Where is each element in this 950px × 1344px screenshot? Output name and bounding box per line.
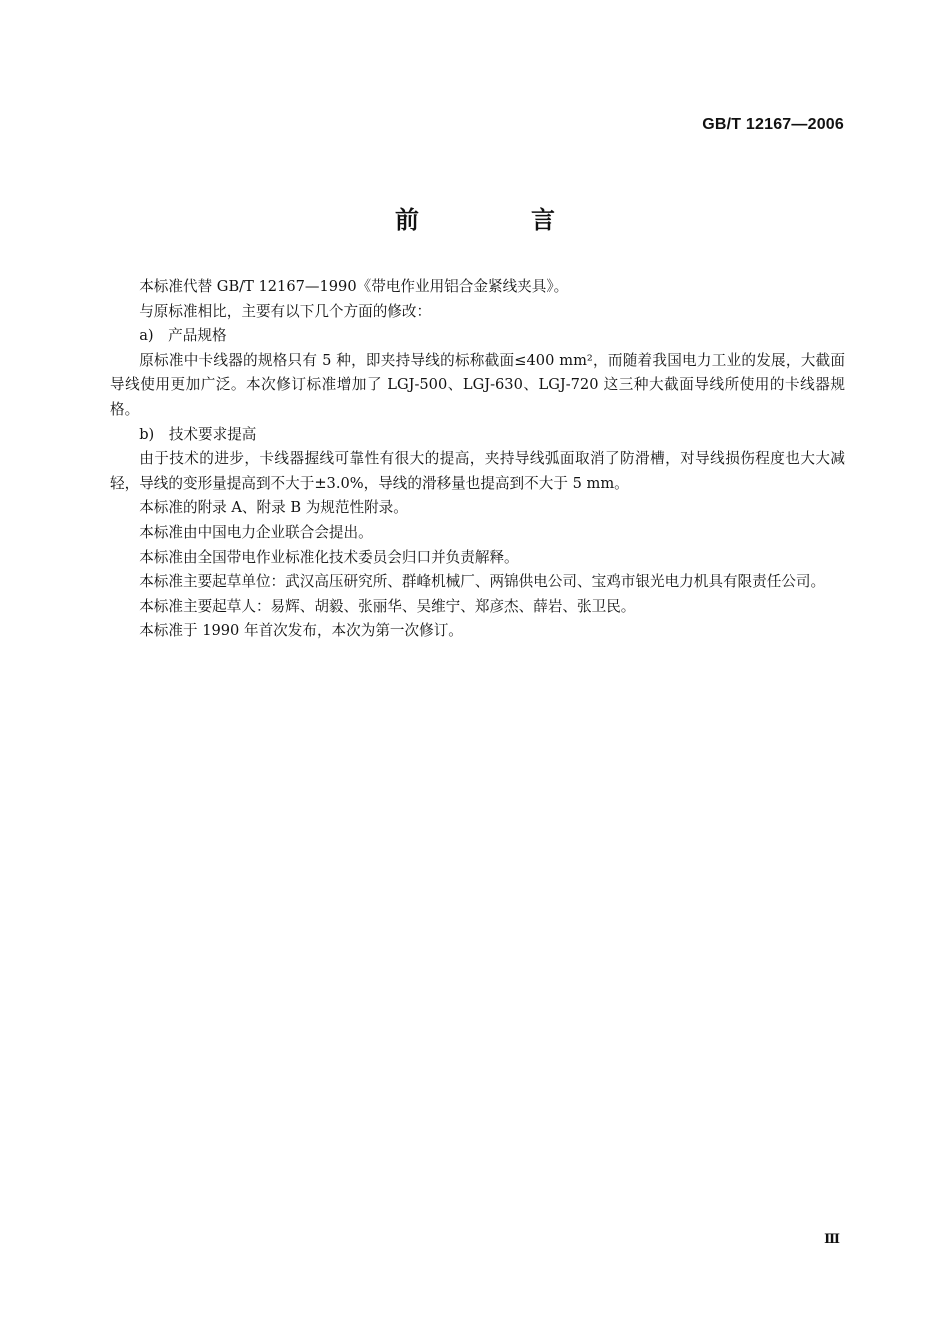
list-item-a-heading: a) 产品规格 <box>139 327 227 345</box>
standard-code-header: GB/T 12167—2006 <box>702 116 844 133</box>
paragraph-drafting-units: 本标准主要起草单位：武汉高压研究所、群峰机械厂、两锦供电公司、宝鸡市银光电力机具有限责任公司。 <box>139 573 826 591</box>
paragraph-technical-requirements: 由于技术的进步，卡线器握线可靠性有很大的提高，夹持导线弧面取消了防滑槽，对导线损伤程度也大大减轻，导线的变形量提高到不大于±3.0%，导线的滑移量也提高到不大于 5 mm。 <box>110 450 845 492</box>
paragraph-drafters: 本标准主要起草人：易辉、胡毅、张丽华、吴维宁、郑彦杰、薛岩、张卫民。 <box>139 597 636 615</box>
page-title: 前 言 <box>395 206 599 234</box>
page-number: Ⅲ <box>824 1232 840 1247</box>
paragraph-appendix-note: 本标准的附录 A、附录 B 为规范性附录。 <box>139 499 408 517</box>
paragraph-replacement-note: 本标准代替 GB/T 12167—1990《带电作业用铝合金紧线夹具》。 <box>139 278 569 295</box>
paragraph-committee: 本标准由全国带电作业标准化技术委员会归口并负责解释。 <box>139 548 519 566</box>
paragraph-proposer: 本标准由中国电力企业联合会提出。 <box>139 523 373 541</box>
paragraph-changes-intro: 与原标准相比，主要有以下几个方面的修改： <box>139 302 432 320</box>
list-item-b-heading: b) 技术要求提高 <box>139 425 257 443</box>
paragraph-product-specs: 原标准中卡线器的规格只有 5 种，即夹持导线的标称截面≤400 mm²，而随着我国电力工业的发展，大截面导线使用更加广泛。本次修订标准增加了 LGJ-500、LGJ-630、LGJ-720 这三种大截面导线所使用的卡线器规格。 <box>110 351 845 418</box>
document-body <box>110 275 845 644</box>
paragraph-publication-history: 本标准于 1990 年首次发布，本次为第一次修订。 <box>139 622 463 640</box>
